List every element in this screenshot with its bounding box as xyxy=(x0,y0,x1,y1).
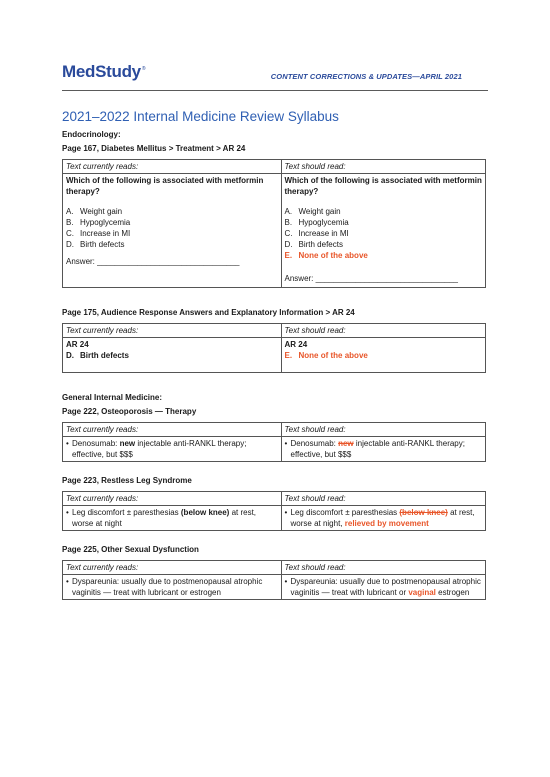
bullet-item: • Dyspareunia: usually due to postmenopausal atrophic vaginitis — treat with lubricant or estrogen xyxy=(66,577,263,597)
correction-table-page-167 xyxy=(62,159,486,288)
bullet-item: • Leg discomfort ± paresthesias (below knee) at rest, worse at night xyxy=(66,508,257,528)
correction-table-page-223 xyxy=(62,491,486,531)
option-b: B. Hypoglycemia xyxy=(66,218,131,227)
current-text-header: Text currently reads: xyxy=(63,160,282,174)
logo-registered-mark: ® xyxy=(141,66,146,73)
page-167-heading: Page 167, Diabetes Mellitus > Treatment > AR 24 xyxy=(62,144,246,153)
option-c: C. Increase in MI xyxy=(66,229,131,238)
page-175-heading: Page 175, Audience Response Answers and Explanatory Information > AR 24 xyxy=(62,308,355,317)
medstudy-logo xyxy=(62,62,145,82)
bullet-item: • Denosumab: new injectable anti-RANKL therapy; effective, but $$$ xyxy=(66,439,247,459)
correction-table-page-175 xyxy=(62,323,486,373)
option-a: A. Weight gain xyxy=(284,207,341,216)
added-text: relieved by movement xyxy=(344,519,429,528)
bullet-item: • Leg discomfort ± paresthesias (below knee) at rest, worse at night, relieved by movement xyxy=(284,508,475,528)
answer-line-corrected: E. None of the above xyxy=(284,351,368,360)
document-title: 2021–2022 Internal Medicine Review Syllabus xyxy=(62,109,339,124)
current-text-cell xyxy=(63,437,282,462)
added-text: vaginal xyxy=(408,588,436,597)
bullet-icon: • xyxy=(284,508,288,517)
correction-table-page-225 xyxy=(62,560,486,600)
should-text-cell xyxy=(281,506,486,531)
option-d: D. Birth defects xyxy=(66,240,125,249)
option-e-added: E. None of the above xyxy=(284,251,368,260)
current-text-cell xyxy=(63,174,282,288)
should-text-cell xyxy=(281,174,486,288)
answer-blank: Answer: ________________________________ xyxy=(284,274,458,283)
should-text-header: Text should read: xyxy=(281,492,486,506)
answer-blank: Answer: ________________________________ xyxy=(66,257,240,266)
should-text-header: Text should read: xyxy=(281,324,486,338)
should-text-cell xyxy=(281,575,486,600)
bullet-icon: • xyxy=(284,577,288,586)
current-text-cell xyxy=(63,575,282,600)
option-b: B. Hypoglycemia xyxy=(284,218,349,227)
document-header-label: CONTENT CORRECTIONS & UPDATES—APRIL 2021 xyxy=(270,72,462,81)
should-text-header: Text should read: xyxy=(281,160,486,174)
option-d: D. Birth defects xyxy=(284,240,343,249)
section-heading-general-internal-medicine: General Internal Medicine: xyxy=(62,393,163,402)
answer-line: D. Birth defects xyxy=(66,351,129,360)
page-222-heading: Page 222, Osteoporosis — Therapy xyxy=(62,407,197,416)
current-text-header: Text currently reads: xyxy=(63,324,282,338)
page-225-heading: Page 225, Other Sexual Dysfunction xyxy=(62,545,199,554)
header-divider xyxy=(62,90,488,91)
current-text-header: Text currently reads: xyxy=(63,492,282,506)
ar-label: AR 24 xyxy=(284,340,308,349)
question-text: Which of the following is associated with metformin therapy? xyxy=(66,176,264,196)
should-text-cell xyxy=(281,338,486,373)
bullet-item: • Denosumab: new injectable anti-RANKL therapy; effective, but $$$ xyxy=(284,439,465,459)
logo-text: MedStudy xyxy=(62,62,141,81)
should-text-header: Text should read: xyxy=(281,561,486,575)
should-text-header: Text should read: xyxy=(281,423,486,437)
current-text-cell xyxy=(63,338,282,373)
should-text-cell xyxy=(281,437,486,462)
bullet-icon: • xyxy=(66,439,69,448)
deleted-text: new xyxy=(338,439,354,448)
current-text-cell xyxy=(63,506,282,531)
question-text: Which of the following is associated with metformin therapy? xyxy=(284,176,482,196)
bullet-icon: • xyxy=(66,508,69,517)
document-body xyxy=(62,109,486,600)
page-223-heading: Page 223, Restless Leg Syndrome xyxy=(62,476,192,485)
option-a: A. Weight gain xyxy=(66,207,123,216)
correction-table-page-222 xyxy=(62,422,486,462)
option-c: C. Increase in MI xyxy=(284,229,349,238)
current-text-header: Text currently reads: xyxy=(63,561,282,575)
deleted-text: (below knee) xyxy=(399,508,448,517)
bullet-icon: • xyxy=(284,439,288,448)
bullet-icon: • xyxy=(66,577,69,586)
bullet-item: • Dyspareunia: usually due to postmenopausal atrophic vaginitis — treat with lubricant or vaginal estrogen xyxy=(284,577,481,597)
current-text-header: Text currently reads: xyxy=(63,423,282,437)
ar-label: AR 24 xyxy=(66,340,89,349)
section-heading-endocrinology: Endocrinology: xyxy=(62,130,121,139)
